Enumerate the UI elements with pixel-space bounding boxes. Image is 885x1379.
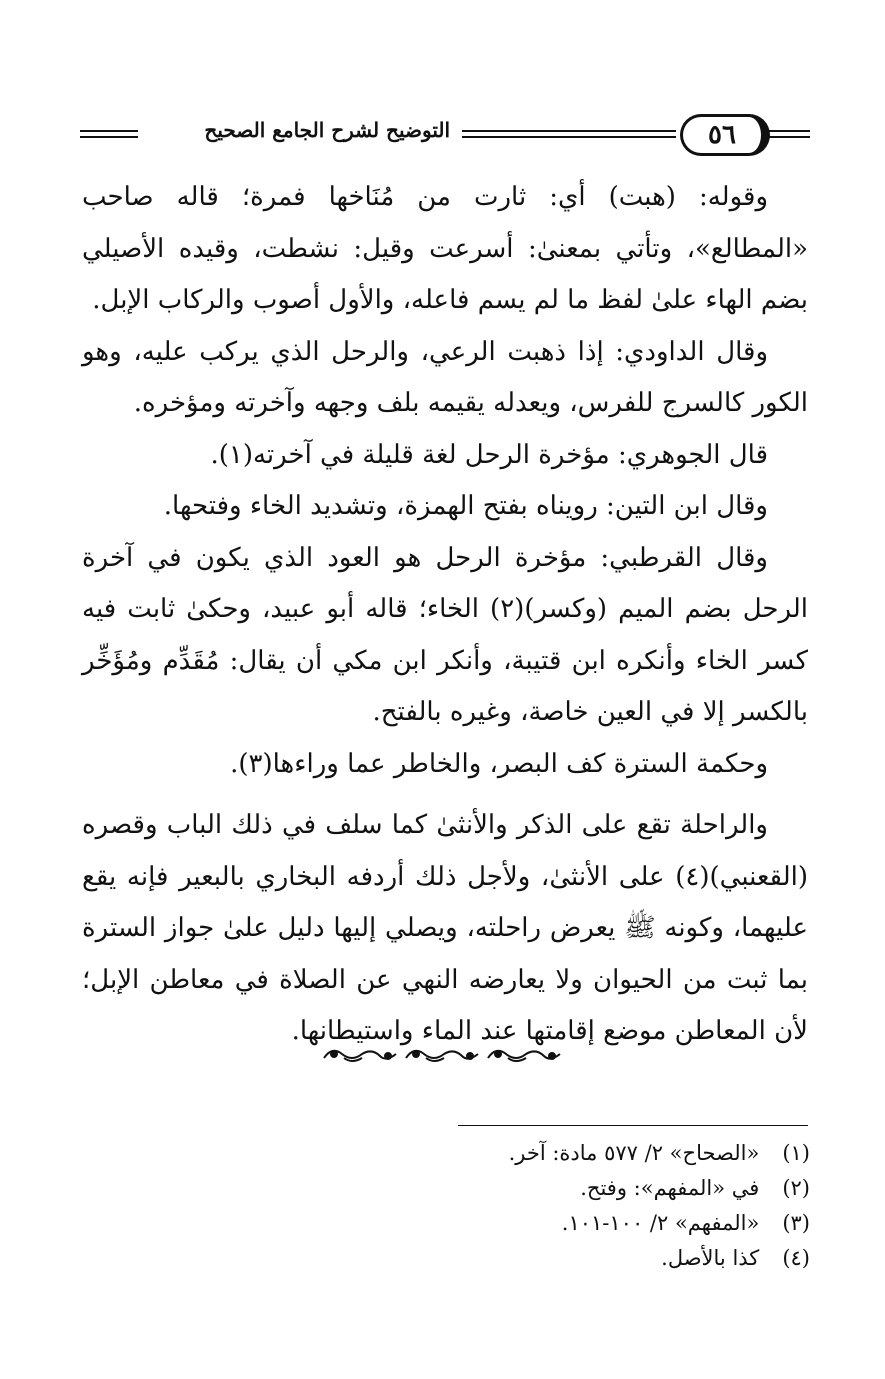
header-rule-right <box>768 130 810 138</box>
book-title: التوضيح لشرح الجامع الصحيح <box>204 118 450 142</box>
paragraph: وقال الداودي: إذا ذهبت الرعي، والرحل الذي يركب عليه، وهو الكور كالسرج للفرس، ويعدله يقيمه بلف وجهه وآخرته ومؤخره. <box>82 336 808 418</box>
footnote-text: في «المفهم»: وفتح. <box>580 1176 760 1200</box>
footnote-item <box>400 1171 810 1206</box>
footnote-number: (١) <box>782 1141 810 1165</box>
footnote-text: «الصحاح» ٢/ ٥٧٧ مادة: آخر. <box>508 1141 760 1165</box>
paragraph: والراحلة تقع على الذكر والأنثىٰ كما سلف في ذلك الباب وقصره (القعنبي)(٤) على الأنثىٰ، ولأجل ذلك أردفه البخاري بالبعير فإنه يقع عليهما، وكونه ﷺ يعرض راحلته، ويصلي إليها دليل علىٰ جواز السترة بما ثبت من الحيوان ولا يعارضه النهي عن الصلاة في معاطن الإبل؛ لأن المعاطن موضع إقامتها عند الماء واستيطانها. <box>82 810 808 1046</box>
running-header <box>70 112 810 162</box>
footnote-text: «المفهم» ٢/ ١٠٠-١٠١. <box>561 1211 760 1235</box>
footnote-text: كذا بالأصل. <box>661 1246 760 1270</box>
footnote-item <box>400 1206 810 1241</box>
footnotes <box>400 1136 810 1276</box>
page-number: ٥٦ <box>680 114 770 156</box>
footnote-number: (٤) <box>782 1246 810 1270</box>
header-rule-middle <box>462 130 676 138</box>
footnote-item <box>400 1136 810 1171</box>
paragraph: قال الجوهري: مؤخرة الرحل لغة قليلة في آخرته(١). <box>210 439 768 470</box>
paragraph: وحكمة السترة كف البصر، والخاطر عما وراءها(٣). <box>230 748 768 779</box>
paragraph: وقال القرطبي: مؤخرة الرحل هو العود الذي يكون في آخرة الرحل بضم الميم (وكسر)(٢) الخاء؛ قاله أبو عبيد، وحكىٰ ثابت فيه كسر الخاء وأنكره ابن قتيبة، وأنكر ابن مكي أن يقال: مُقَدِّم ومُؤَخِّر بالكسر إلا في العين خاصة، وغيره بالفتح. <box>82 542 808 727</box>
main-text <box>82 172 808 1058</box>
paragraph: وقوله: (هبت) أي: ثارت من مُنَاخها فمرة؛ قاله صاحب «المطالع»، وتأتي بمعنىٰ: أسرعت وقيل: نشطت، وقيده الأصيلي بضم الهاء علىٰ لفظ ما لم يسم فاعله، والأول أصوب والركاب الإبل. <box>82 182 808 315</box>
section-divider-ornament-icon <box>320 1040 565 1070</box>
paragraph: وقال ابن التين: رويناه بفتح الهمزة، وتشديد الخاء وفتحها. <box>163 491 768 521</box>
footnote-separator <box>458 1125 808 1126</box>
footnote-item <box>400 1241 810 1276</box>
footnote-number: (٢) <box>782 1176 810 1200</box>
header-rule-left <box>80 130 138 138</box>
footnote-number: (٣) <box>782 1211 810 1235</box>
